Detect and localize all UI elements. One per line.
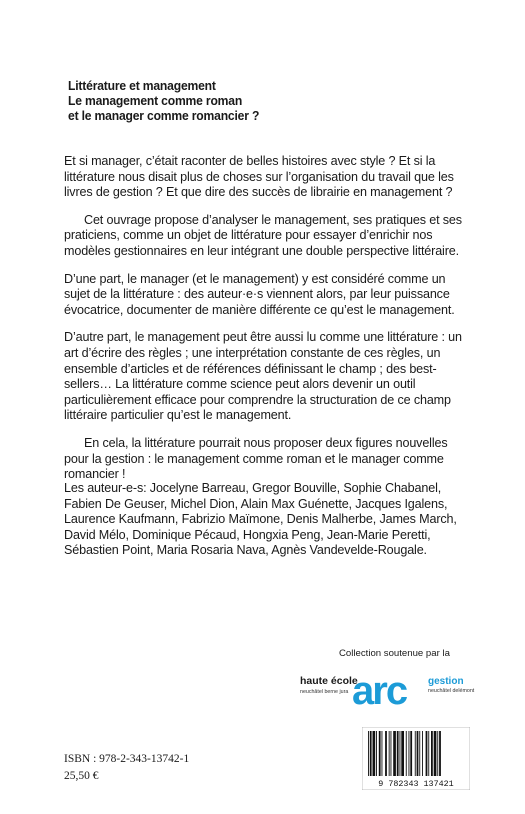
logo-gestion: gestion xyxy=(428,676,464,687)
barcode-bar xyxy=(422,731,423,776)
authors-list: Les auteur-e-s: Jocelyne Barreau, Gregor Bouville, Sophie Chabanel, Fabien De Geuser, Michel Dion, Alain Max Guénette, Jacques Igalens, Laurence Kaufmann, Fabrizio Maïmone, Denis Malherbe, James March, David Mélo, Dominique Pécaud, Hongxia Peng, Jean-Marie Peretti, Sébastien Point, Maria Rosaria Nava, Agnès Vandevelde-Rougale. xyxy=(64,481,457,558)
book-title: Littérature et management xyxy=(68,78,216,93)
title-block xyxy=(68,78,468,123)
barcode-bar xyxy=(439,731,441,776)
logo-neuchatel-delemont: neuchâtel delémont xyxy=(428,688,475,694)
barcode-bar xyxy=(409,731,410,776)
barcode-bar xyxy=(400,731,401,776)
barcode-bar xyxy=(385,731,387,776)
barcode-bar xyxy=(397,731,399,776)
blurb-paragraph: En cela, la littérature pourrait nous proposer deux figures nouvelles pour la gestion : le management comme roman et le manager comme romancier ! xyxy=(64,435,448,482)
barcode-number: 9 782343 137421 xyxy=(378,779,454,789)
barcode-bar xyxy=(393,731,396,776)
barcode-bar xyxy=(370,731,372,776)
barcode-bar xyxy=(382,731,383,776)
barcode-bar xyxy=(431,731,433,776)
barcode-bar xyxy=(428,731,429,776)
barcode-bar xyxy=(417,731,419,776)
barcode-bar xyxy=(389,731,390,776)
price: 25,50 € xyxy=(64,770,99,782)
he-arc-logo xyxy=(300,670,480,712)
blurb-paragraph: D’autre part, le management peut être aussi lu comme une littérature : un art d’écrire des règles ; une interprétation constante de ces règles, un ensemble d’articles et de références définissant le champ ; des best-sellers… La littérature comme science peut alors devenir un outil particulièrement efficace pour comprendre la structuration de ce champ littéraire particulier qu’est le management. xyxy=(64,330,462,423)
isbn-block xyxy=(64,751,189,785)
support-text: Collection soutenue par la xyxy=(339,648,450,659)
logo-haute-ecole: haute école xyxy=(300,675,358,687)
barcode-bar xyxy=(376,731,377,776)
barcode-bar xyxy=(437,731,438,776)
logo-neuchatel-berne-jura: neuchâtel berne jura xyxy=(300,689,349,695)
barcode-bar xyxy=(401,731,404,776)
logo-arc: arc xyxy=(352,670,407,712)
blurb-paragraph: Cet ouvrage propose d’analyser le management, ses pratiques et ses praticiens, comme un objet de littérature pour essayer d’enrichir nos modèles gestionnaires en leur intégrant une double perspective littéraire. xyxy=(64,212,462,258)
barcode-bar xyxy=(419,731,420,776)
barcode xyxy=(362,727,470,790)
isbn: ISBN : 978-2-343-13742-1 xyxy=(64,753,190,765)
blurb xyxy=(64,154,464,495)
blurb-paragraph: D’une part, le manager (et le management) y est considéré comme un sujet de la littérature : des auteur·e·s viennent alors, par leur puissance évocatrice, documenter de manière différente ce qu’est le management. xyxy=(64,271,455,317)
barcode-bar xyxy=(415,731,416,776)
barcode-bar xyxy=(373,731,376,776)
barcode-bar xyxy=(410,731,412,776)
barcode-bar xyxy=(379,731,381,776)
barcode-bar xyxy=(391,731,392,776)
barcode-bar xyxy=(426,731,428,776)
book-subtitle-line-1: Le management comme roman xyxy=(68,93,243,108)
barcode-bar xyxy=(368,731,369,776)
barcode-bar xyxy=(434,731,437,776)
blurb-paragraph: Et si manager, c’était raconter de belles histoires avec style ? Et si la littérature nous disait plus de choses sur l’organisation du travail que les livres de gestion ? Et que dire des succès de librairie en management ? xyxy=(64,154,454,200)
book-subtitle-line-2: et le manager comme romancier ? xyxy=(68,108,260,123)
barcode-bar xyxy=(406,731,407,776)
